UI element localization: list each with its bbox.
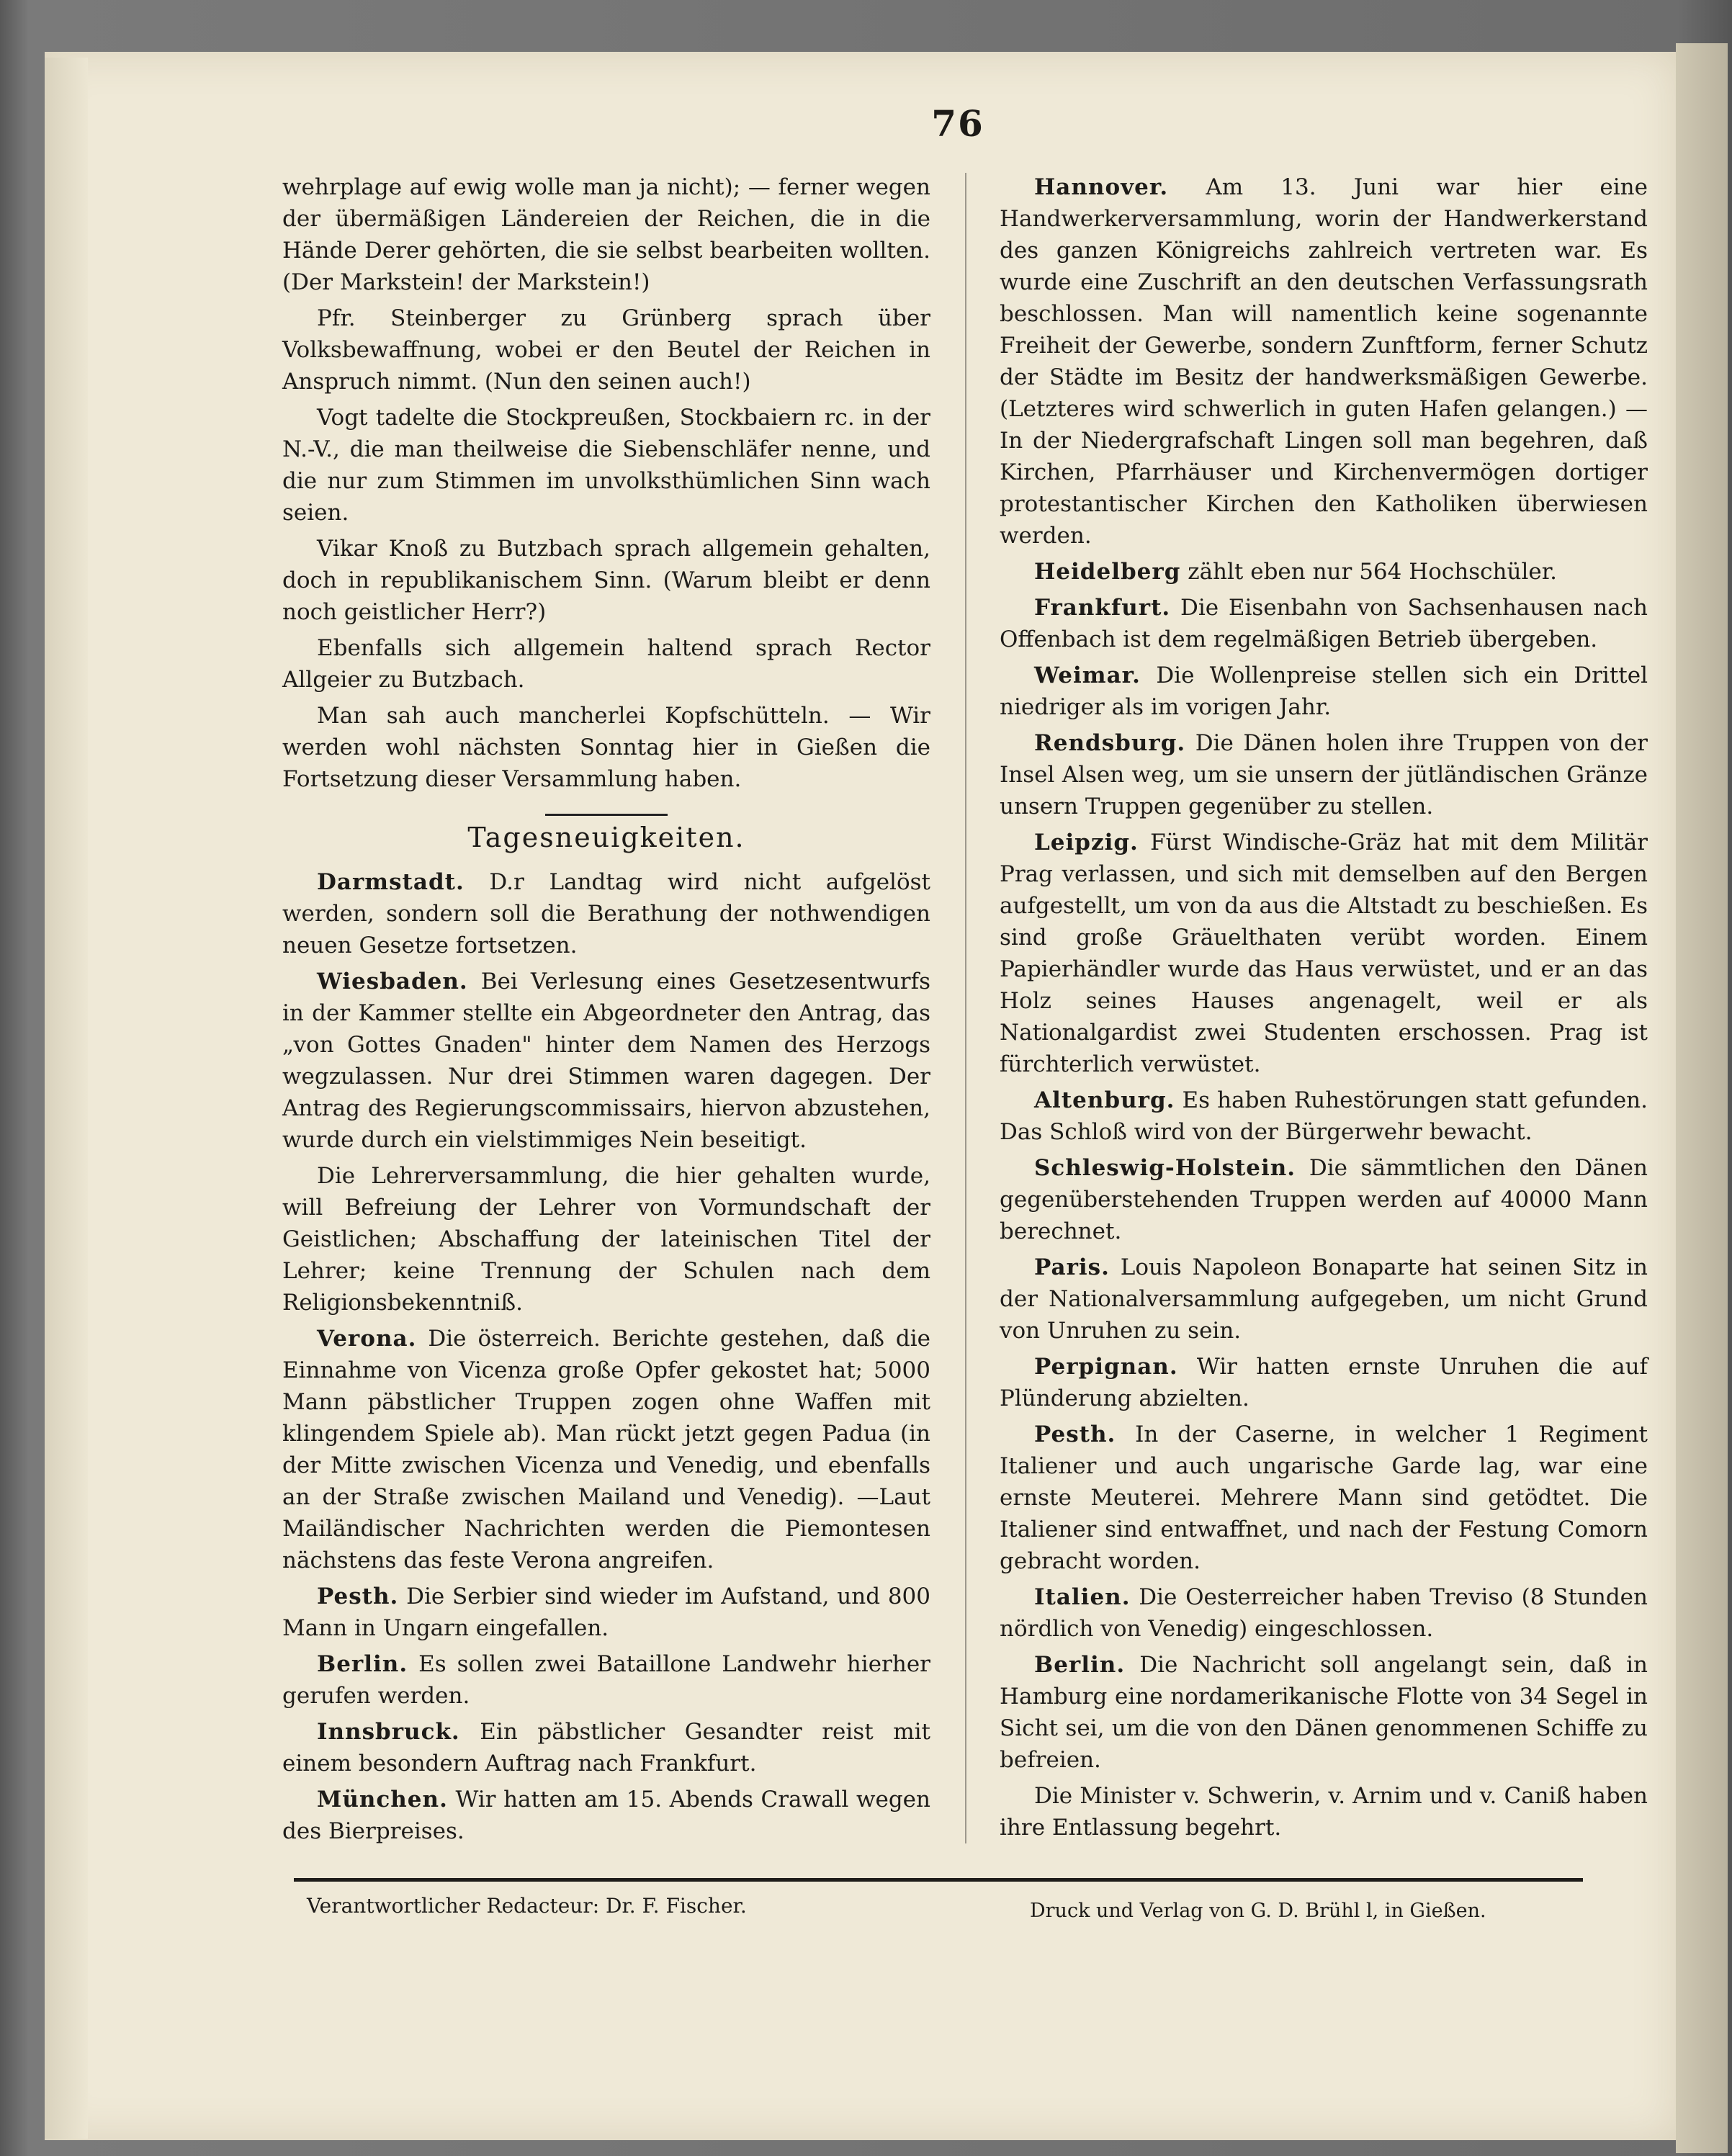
- place-name: Pesth.: [317, 1584, 399, 1609]
- article-text: Vikar Knoß zu Butzbach sprach allgemein gehalten, doch in republikanischem Sinn. (Warum bleibt er denn noch geistlicher Herr?): [282, 536, 930, 625]
- article-text: Die Oesterreicher haben Treviso (8 Stunden nördlich von Venedig) eingeschlossen.: [1000, 1584, 1648, 1642]
- article-text: D.r Landtag wird nicht aufgelöst werden, sondern soll die Berathung der nothwendigen neuen Gesetze fortsetzen.: [282, 869, 930, 958]
- article-text: Bei Verlesung eines Gesetzesentwurfs in der Kammer stellte ein Abgeordneter den Antrag, das „von Gottes Gnaden" hinter dem Namen des Herzogs wegzulassen. Nur drei Stimmen waren dagegen. Der Antrag des Regierungscommissairs, hiervon abzustehen, wurde durch ein vielstimmiges Nein beseitigt.: [282, 969, 930, 1153]
- article-text: Die Nachricht soll angelangt sein, daß in Hamburg eine nordamerikanische Flotte von 34 Segel in Sicht sei, um die von den Dänen genommenen Schiffe zu befreien.: [1000, 1652, 1648, 1773]
- news-item: [282, 1323, 930, 1576]
- news-item: [1000, 1780, 1648, 1843]
- paragraph: [282, 700, 930, 795]
- place-name: München.: [317, 1787, 448, 1813]
- article-text: wehrplage auf ewig wolle man ja nicht); — ferner wegen der übermäßigen Ländereien der Reichen, die in die Hände Derer gehörten, die sie selbst bearbeiten wollten. (Der Markstein! der Markstein!): [282, 174, 930, 295]
- place-name: Innsbruck.: [317, 1719, 460, 1745]
- place-name: Berlin.: [317, 1651, 408, 1677]
- news-list-right: [1000, 171, 1648, 1843]
- article-text: Die sämmtlichen den Dänen gegenüberstehenden Truppen werden auf 40000 Mann berechnet.: [1000, 1155, 1648, 1244]
- footer-rule: [294, 1878, 1583, 1882]
- place-name: Paris.: [1034, 1254, 1110, 1280]
- page-stack-edge: [1676, 43, 1728, 2153]
- article-text: Louis Napoleon Bonaparte hat seinen Sitz in der Nationalversammlung aufgegeben, um nicht Grund von Unruhen zu sein.: [1000, 1254, 1648, 1344]
- news-item: [282, 1648, 930, 1712]
- place-name: Heidelberg: [1034, 559, 1181, 585]
- place-name: Altenburg.: [1034, 1087, 1175, 1113]
- place-name: Darmstadt.: [317, 869, 465, 895]
- article-text: zählt eben nur 564 Hochschüler.: [1188, 559, 1557, 585]
- right-column: [1000, 171, 1648, 1848]
- news-item: [1000, 171, 1648, 552]
- article-text: Fürst Windische-Gräz hat mit dem Militär Prag verlassen, und sich mit demselben auf den Bergen aufgestellt, um von da aus die Altstadt zu beschießen. Es sind große Gräuelthaten verübt worden. Einem Papierhändler wurde das Haus verwüstet, und er an das Holz seines Hauses angenagelt, weil er als Nationalgardist zwei Studenten erschossen. Prag ist fürchterlich verwüstet.: [1000, 830, 1648, 1077]
- article-text: Die österreich. Berichte gestehen, daß die Einnahme von Vicenza große Opfer gekostet hat; 5000 Mann päbstlicher Truppen zogen ohne Waffen mit klingendem Spiele ab). Man rückt jetzt gegen Padua (in der Mitte zwischen Vicenza und Venedig, und ebenfalls an der Straße zwischen Mailand und Venedig). —Laut Mailändischer Nachrichten werden die Piemontesen nächstens das feste Verona angreifen.: [282, 1326, 930, 1573]
- article-text: Vogt tadelte die Stockpreußen, Stockbaiern rc. in der N.-V., die man theilweise die Siebenschläfer nenne, und die nur zum Stimmen im unvolksthümlichen Sinn wach seien.: [282, 405, 930, 526]
- article-text: Wir hatten ernste Unruhen die auf Plünderung abzielten.: [1000, 1354, 1648, 1411]
- news-item: [1000, 1152, 1648, 1247]
- news-item: [1000, 1419, 1648, 1577]
- place-name: Wiesbaden.: [317, 969, 468, 994]
- place-name: Italien.: [1034, 1584, 1131, 1610]
- paragraph: [282, 632, 930, 696]
- place-name: Rendsburg.: [1034, 730, 1186, 756]
- news-item: [1000, 592, 1648, 655]
- article-text: Ein päbstlicher Gesandter reist mit einem besondern Auftrag nach Frankfurt.: [282, 1719, 930, 1777]
- article-text: Wir hatten am 15. Abends Crawall wegen des Bierpreises.: [282, 1787, 930, 1844]
- left-column: [282, 171, 930, 1851]
- paragraph: [282, 302, 930, 397]
- news-list-left: [282, 866, 930, 1847]
- place-name: Perpignan.: [1034, 1354, 1178, 1380]
- article-text: Ebenfalls sich allgemein haltend sprach Rector Allgeier zu Butzbach.: [282, 635, 930, 693]
- article-text: Es haben Ruhestörungen statt gefunden. Das Schloß wird von der Bürgerwehr bewacht.: [1000, 1087, 1648, 1145]
- section-heading: Tagesneuigkeiten.: [467, 822, 745, 853]
- page-number: 76: [931, 102, 984, 145]
- paragraph: [282, 402, 930, 529]
- news-item: [282, 866, 930, 961]
- news-item: [1000, 827, 1648, 1080]
- news-item: [282, 1784, 930, 1847]
- news-item: [1000, 1084, 1648, 1148]
- article-text: Die Lehrerversammlung, die hier gehalten wurde, will Befreiung der Lehrer von Vormundschaft der Geistlichen; Abschaffung der lateinischen Titel der Lehrer; keine Trennung der Schulen nach dem Religionsbekenntniß.: [282, 1163, 930, 1316]
- place-name: Berlin.: [1034, 1652, 1126, 1678]
- article-text: In der Caserne, in welcher 1 Regiment Italiener und auch ungarische Garde lag, war eine ernste Meuterei. Mehrere Mann sind getödtet. Die Italiener sind entwaffnet, und nach der Festung Comorn gebracht worden.: [1000, 1421, 1648, 1574]
- article-text: Am 13. Juni war hier eine Handwerkerversammlung, worin der Handwerkerstand des ganzen Königreichs zahlreich vertreten war. Es wurde eine Zuschrift an den deutschen Verfassungsrath beschlossen. Man will namentlich keine sogenannte Freiheit der Gewerbe, sondern Zunftform, ferner Schutz der Städte im Besitz der handwerksmäßigen Gewerbe. (Letzteres wird schwerlich in guten Hafen gelangen.) — In der Niedergrafschaft Lingen soll man begehren, daß Kirchen, Pfarrhäuser und Kirchenvermögen dortiger protestantischer Kirchen den Katholiken überwiesen werden.: [1000, 174, 1648, 549]
- section-divider: [545, 814, 668, 816]
- page-binding-edge: [45, 58, 88, 2139]
- news-item: [1000, 1252, 1648, 1347]
- paragraph: [282, 171, 930, 298]
- article-text: Pfr. Steinberger zu Grünberg sprach über Volksbewaffnung, wobei er den Beutel der Reichen in Anspruch nimmt. (Nun den seinen auch!): [282, 305, 930, 395]
- place-name: Hannover.: [1034, 174, 1169, 200]
- article-text: Die Serbier sind wieder im Aufstand, und 800 Mann in Ungarn eingefallen.: [282, 1584, 930, 1641]
- news-item: [1000, 1351, 1648, 1414]
- news-item: [1000, 660, 1648, 723]
- article-text: Die Wollenpreise stellen sich ein Drittel niedriger als im vorigen Jahr.: [1000, 662, 1648, 720]
- news-item: [1000, 556, 1648, 588]
- news-item: [1000, 727, 1648, 822]
- place-name: Schleswig-Holstein.: [1034, 1155, 1296, 1181]
- place-name: Pesth.: [1034, 1421, 1116, 1447]
- column-rule: [965, 173, 966, 1843]
- place-name: Weimar.: [1034, 662, 1141, 688]
- news-item: [282, 1581, 930, 1644]
- article-text: Man sah auch mancherlei Kopfschütteln. — Wir werden wohl nächsten Sonntag hier in Gießen die Fortsetzung dieser Versammlung haben.: [282, 703, 930, 792]
- article-text: Die Eisenbahn von Sachsenhausen nach Offenbach ist dem regelmäßigen Betrieb übergeben.: [1000, 595, 1648, 652]
- news-item: [282, 1160, 930, 1319]
- article-text: Die Dänen holen ihre Truppen von der Insel Alsen weg, um sie unsern der jütländischen Gränze unsern Truppen gegenüber zu stellen.: [1000, 730, 1648, 819]
- place-name: Frankfurt.: [1034, 595, 1171, 621]
- continued-article: [282, 171, 930, 795]
- news-item: [1000, 1581, 1648, 1645]
- article-text: Es sollen zwei Bataillone Landwehr hierher gerufen werden.: [282, 1651, 930, 1709]
- news-item: [1000, 1649, 1648, 1776]
- place-name: Leipzig.: [1034, 830, 1139, 855]
- news-item: [282, 966, 930, 1156]
- paragraph: [282, 533, 930, 628]
- place-name: Verona.: [317, 1326, 417, 1352]
- article-text: Die Minister v. Schwerin, v. Arnim und v. Caniß haben ihre Entlassung begehrt.: [1000, 1783, 1648, 1841]
- news-item: [282, 1716, 930, 1779]
- printer-credit: Druck und Verlag von G. D. Brühl l, in Gießen.: [1030, 1900, 1486, 1922]
- editor-credit: Verantwortlicher Redacteur: Dr. F. Fischer.: [307, 1894, 747, 1918]
